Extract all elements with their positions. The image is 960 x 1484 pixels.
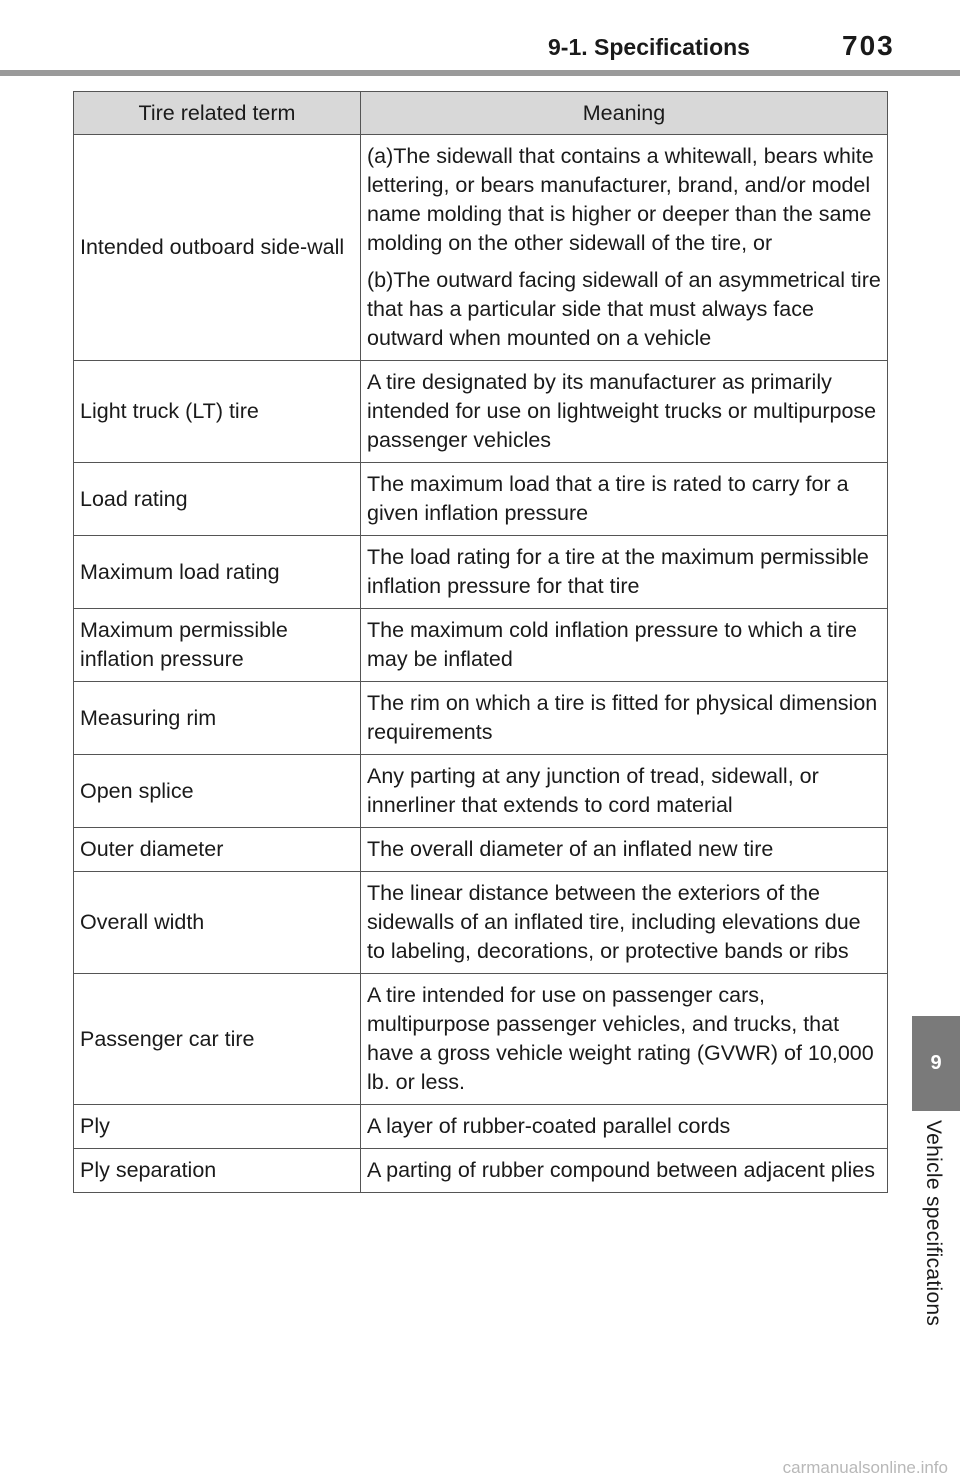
term-cell: Maximum load rating: [74, 536, 361, 609]
term-cell: Load rating: [74, 463, 361, 536]
header-rule: [0, 70, 960, 76]
chapter-tab[interactable]: [912, 1016, 960, 1111]
table-row: [74, 1105, 888, 1149]
term-cell: Ply: [74, 1105, 361, 1149]
meaning-paragraph: (a)The sidewall that contains a whitewall, bears white lettering, or bears manufacturer, brand, and/or model name molding that is higher or deeper than the same molding on the other sidewall of the tire, or: [367, 144, 874, 255]
meaning-cell: The overall diameter of an inflated new tire: [361, 828, 888, 872]
column-header-meaning: Meaning: [361, 92, 888, 135]
page-header: [0, 0, 960, 76]
meaning-cell: Any parting at any junction of tread, sidewall, or innerliner that extends to cord material: [361, 755, 888, 828]
meaning-cell: A parting of rubber compound between adjacent plies: [361, 1149, 888, 1193]
watermark: carmanualsonline.info: [782, 1458, 948, 1477]
table-row: [74, 536, 888, 609]
section-title: 9-1. Specifications: [548, 34, 750, 60]
meaning-cell: The linear distance between the exteriors of the sidewalls of an inflated tire, including elevations due to labeling, decorations, or protective bands or ribs: [361, 872, 888, 974]
meaning-cell: [361, 135, 888, 361]
term-cell: Measuring rim: [74, 682, 361, 755]
table-row: [74, 682, 888, 755]
meaning-cell: The maximum cold inflation pressure to which a tire may be inflated: [361, 609, 888, 682]
table-header-row: [74, 92, 888, 135]
meaning-cell: The maximum load that a tire is rated to carry for a given inflation pressure: [361, 463, 888, 536]
table-row: [74, 609, 888, 682]
term-cell: Passenger car tire: [74, 974, 361, 1105]
table-row: [74, 755, 888, 828]
meaning-cell: A layer of rubber-coated parallel cords: [361, 1105, 888, 1149]
term-cell: Light truck (LT) tire: [74, 361, 361, 463]
meaning-cell: A tire intended for use on passenger cars, multipurpose passenger vehicles, and trucks, that have a gross vehicle weight rating (GVWR) of 10,000 lb. or less.: [361, 974, 888, 1105]
meaning-paragraph: (b)The outward facing sidewall of an asymmetrical tire that has a particular side that must always face outward when mounted on a vehicle: [367, 268, 881, 350]
page-number: 703: [842, 30, 895, 61]
column-header-term: Tire related term: [74, 92, 361, 135]
table-row: [74, 1149, 888, 1193]
term-cell: Outer diameter: [74, 828, 361, 872]
term-cell: Open splice: [74, 755, 361, 828]
term-cell: Maximum permissible inflation pressure: [74, 609, 361, 682]
meaning-cell: The rim on which a tire is fitted for physical dimension requirements: [361, 682, 888, 755]
term-cell: Ply separation: [74, 1149, 361, 1193]
term-cell: Overall width: [74, 872, 361, 974]
meaning-cell: The load rating for a tire at the maximum permissible inflation pressure for that tire: [361, 536, 888, 609]
chapter-label: Vehicle specifications: [922, 1120, 945, 1327]
term-cell: Intended outboard side-wall: [74, 135, 361, 361]
chapter-number: 9: [930, 1052, 942, 1074]
table-row: [74, 135, 888, 361]
tire-terms-table: [73, 91, 888, 1193]
meaning-cell: A tire designated by its manufacturer as primarily intended for use on lightweight trucks or multipurpose passenger vehicles: [361, 361, 888, 463]
table-row: [74, 463, 888, 536]
chapter-label-container: [921, 1120, 951, 1370]
table-row: [74, 872, 888, 974]
table-row: [74, 828, 888, 872]
table-row: [74, 361, 888, 463]
table-row: [74, 974, 888, 1105]
